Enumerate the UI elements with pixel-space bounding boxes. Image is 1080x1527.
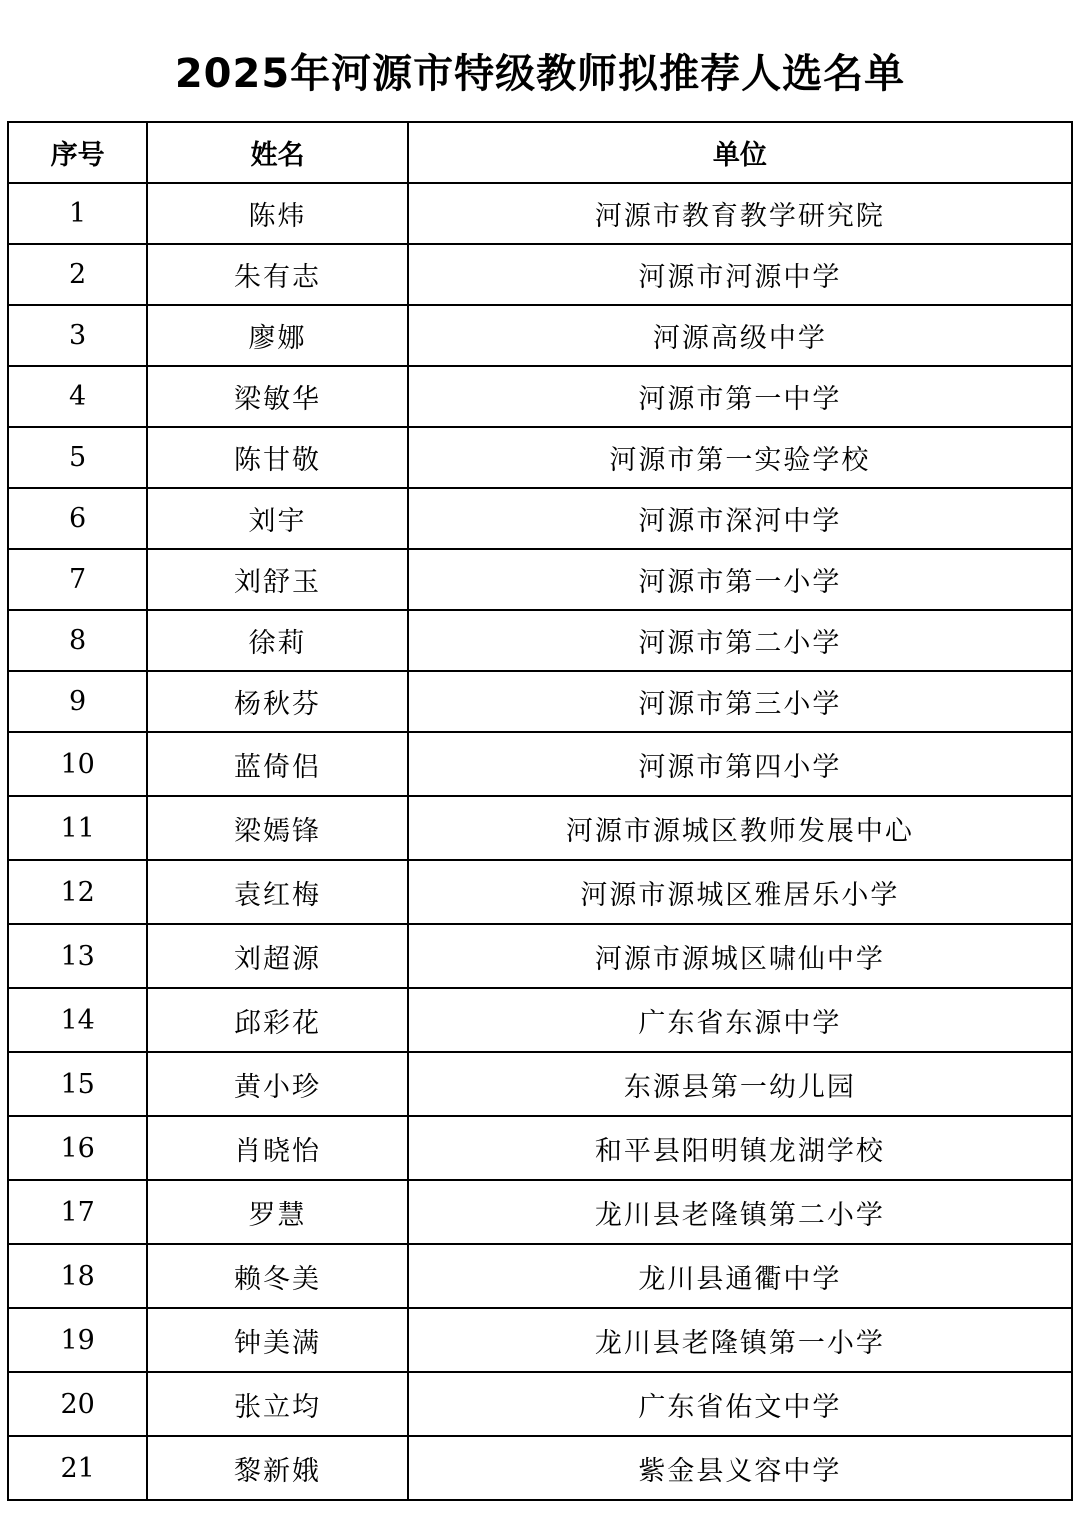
table-row [8, 1436, 1072, 1500]
table-row [8, 860, 1072, 924]
unit-cell: 河源市源城区啸仙中学 [408, 924, 1072, 988]
name-cell: 刘宇 [147, 488, 407, 549]
unit-cell: 龙川县老隆镇第二小学 [408, 1180, 1072, 1244]
table-row [8, 1308, 1072, 1372]
table-row [8, 427, 1072, 488]
name-cell: 钟美满 [147, 1308, 407, 1372]
unit-cell: 广东省东源中学 [408, 988, 1072, 1052]
name-cell: 袁红梅 [147, 860, 407, 924]
serial-number-cell: 10 [8, 732, 147, 796]
unit-cell: 河源市源城区教师发展中心 [408, 796, 1072, 860]
name-cell: 杨秋芬 [147, 671, 407, 732]
name-cell: 罗慧 [147, 1180, 407, 1244]
table-row [8, 1372, 1072, 1436]
table-row [8, 488, 1072, 549]
unit-cell: 河源市源城区雅居乐小学 [408, 860, 1072, 924]
name-cell: 朱有志 [147, 244, 407, 305]
table-row [8, 1052, 1072, 1116]
unit-cell: 和平县阳明镇龙湖学校 [408, 1116, 1072, 1180]
serial-number-cell: 21 [8, 1436, 147, 1500]
serial-number-cell: 13 [8, 924, 147, 988]
name-cell: 廖娜 [147, 305, 407, 366]
header-name: 姓名 [147, 122, 407, 183]
serial-number-cell: 1 [8, 183, 147, 244]
unit-cell: 东源县第一幼儿园 [408, 1052, 1072, 1116]
unit-cell: 河源市第四小学 [408, 732, 1072, 796]
serial-number-cell: 15 [8, 1052, 147, 1116]
unit-cell: 河源高级中学 [408, 305, 1072, 366]
name-cell: 陈炜 [147, 183, 407, 244]
table-row [8, 732, 1072, 796]
table-row [8, 988, 1072, 1052]
unit-cell: 紫金县义容中学 [408, 1436, 1072, 1500]
unit-cell: 河源市第三小学 [408, 671, 1072, 732]
name-cell: 黄小珍 [147, 1052, 407, 1116]
table-header-row [8, 122, 1072, 183]
table-row [8, 305, 1072, 366]
unit-cell: 龙川县老隆镇第一小学 [408, 1308, 1072, 1372]
name-cell: 刘超源 [147, 924, 407, 988]
unit-cell: 河源市第一实验学校 [408, 427, 1072, 488]
serial-number-cell: 16 [8, 1116, 147, 1180]
serial-number-cell: 6 [8, 488, 147, 549]
header-unit: 单位 [408, 122, 1072, 183]
name-cell: 蓝倚侣 [147, 732, 407, 796]
serial-number-cell: 2 [8, 244, 147, 305]
table-row [8, 1116, 1072, 1180]
serial-number-cell: 7 [8, 549, 147, 610]
table-row [8, 1244, 1072, 1308]
candidate-table [7, 121, 1073, 1501]
unit-cell: 河源市教育教学研究院 [408, 183, 1072, 244]
table-row [8, 366, 1072, 427]
table-row [8, 610, 1072, 671]
name-cell: 刘舒玉 [147, 549, 407, 610]
serial-number-cell: 17 [8, 1180, 147, 1244]
page-title: 2025年河源市特级教师拟推荐人选名单 [174, 51, 906, 97]
header-serial-number: 序号 [8, 122, 147, 183]
table-row [8, 796, 1072, 860]
table-row [8, 549, 1072, 610]
name-cell: 徐莉 [147, 610, 407, 671]
table-row [8, 924, 1072, 988]
table-row [8, 671, 1072, 732]
name-cell: 张立均 [147, 1372, 407, 1436]
serial-number-cell: 12 [8, 860, 147, 924]
serial-number-cell: 8 [8, 610, 147, 671]
name-cell: 梁嫣锋 [147, 796, 407, 860]
serial-number-cell: 19 [8, 1308, 147, 1372]
serial-number-cell: 5 [8, 427, 147, 488]
unit-cell: 河源市第一小学 [408, 549, 1072, 610]
serial-number-cell: 18 [8, 1244, 147, 1308]
unit-cell: 河源市深河中学 [408, 488, 1072, 549]
name-cell: 肖晓怡 [147, 1116, 407, 1180]
name-cell: 梁敏华 [147, 366, 407, 427]
serial-number-cell: 4 [8, 366, 147, 427]
name-cell: 陈甘敬 [147, 427, 407, 488]
table-row [8, 1180, 1072, 1244]
table-row [8, 183, 1072, 244]
serial-number-cell: 14 [8, 988, 147, 1052]
unit-cell: 河源市第二小学 [408, 610, 1072, 671]
name-cell: 邱彩花 [147, 988, 407, 1052]
unit-cell: 龙川县通衢中学 [408, 1244, 1072, 1308]
unit-cell: 河源市河源中学 [408, 244, 1072, 305]
name-cell: 黎新娥 [147, 1436, 407, 1500]
serial-number-cell: 11 [8, 796, 147, 860]
unit-cell: 河源市第一中学 [408, 366, 1072, 427]
table-row [8, 244, 1072, 305]
unit-cell: 广东省佑文中学 [408, 1372, 1072, 1436]
serial-number-cell: 20 [8, 1372, 147, 1436]
serial-number-cell: 3 [8, 305, 147, 366]
name-cell: 赖冬美 [147, 1244, 407, 1308]
serial-number-cell: 9 [8, 671, 147, 732]
